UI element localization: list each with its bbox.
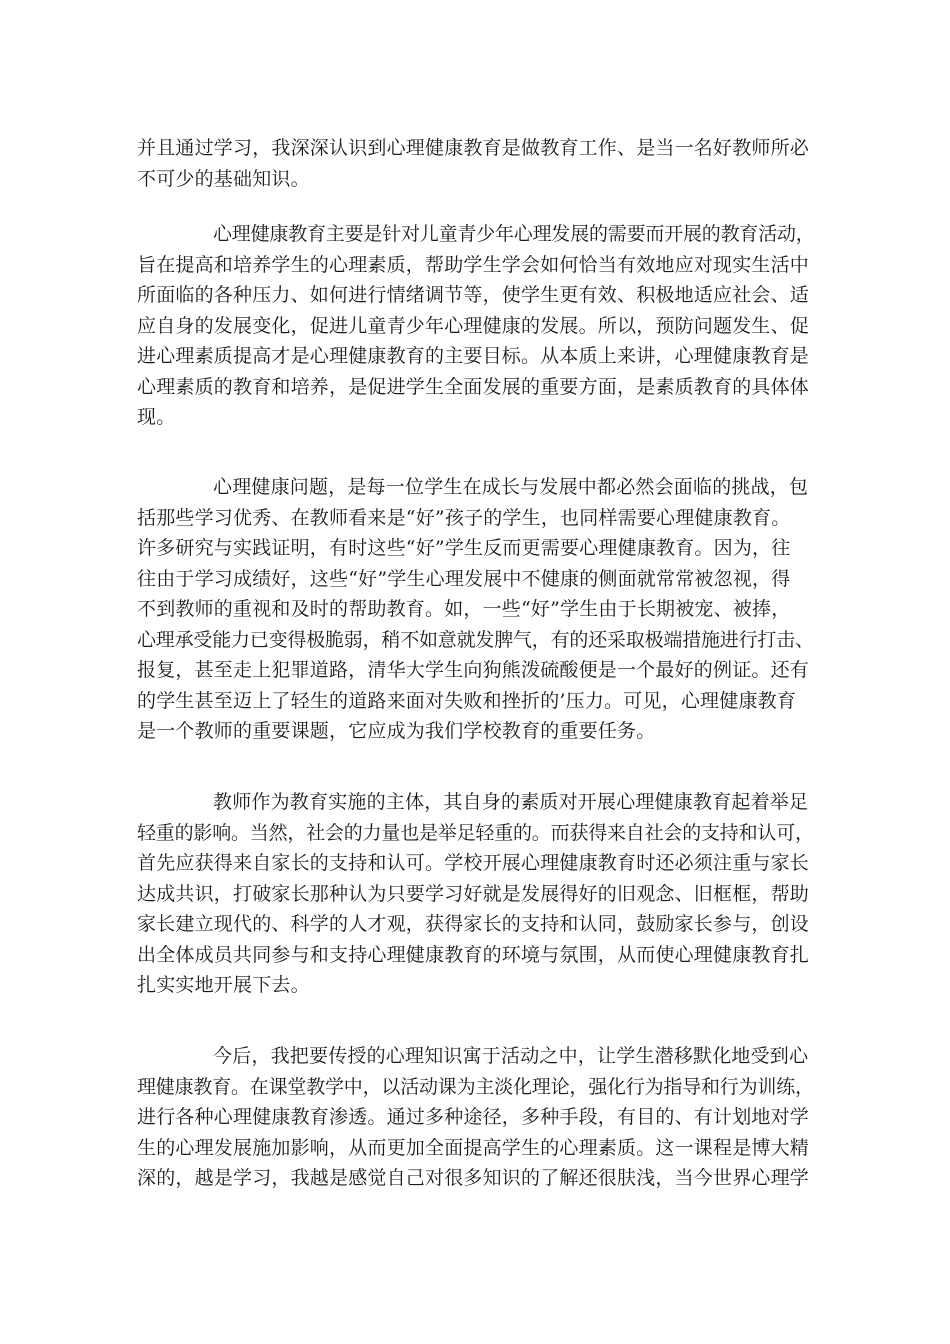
text-line: 往由于学习成绩好，这些“好”学生心理发展中不健康的侧面就常常被忽视，得 — [137, 567, 791, 590]
text-line: 扎实实地开展下去。 — [137, 974, 310, 996]
text-line: 的学生甚至迈上了轻生的道路来面对失败和挫折的’压力。可见，心理健康教育 — [137, 689, 797, 712]
paragraph-2 — [137, 219, 817, 433]
text-line: 心理健康教育主要是针对儿童青少年心理发展的需要而开展的教育活动， — [213, 223, 815, 245]
text-line: 轻重的影响。当然，社会的力量也是举足轻重的。而获得来自社会的支持和认可， — [137, 821, 814, 844]
text-line: 进行各种心理健康教育渗透。通过多种途径，多种手段，有目的、有计划地对学 — [137, 1106, 810, 1128]
text-line: 所面临的各种压力、如何进行情绪调节等，使学生更有效、积极地适应社会、适 — [137, 284, 810, 306]
text-line: 现。 — [137, 406, 176, 428]
text-line: 许多研究与实践证明，有时这些“好”学生反而更需要心理健康教育。因为，往 — [137, 537, 791, 559]
paragraph-3 — [137, 472, 817, 747]
text-line: 心理承受能力已变得极脆弱，稍不如意就发脾气，有的还采取极端措施进行打击、 — [137, 628, 814, 651]
text-line: 心理健康问题，是每一位学生在成长与发展中都必然会面临的挑战，包 — [213, 476, 809, 498]
text-line: 深的，越是学习，我越是感觉自己对很多知识的了解还很肤浅，当今世界心理学 — [137, 1167, 810, 1189]
text-line: 应自身的发展变化，促进儿童青少年心理健康的发展。所以，预防问题发生、促 — [137, 314, 810, 337]
text-line: 今后，我把要传授的心理知识寓于活动之中，让学生潜移默化地受到心 — [213, 1045, 809, 1067]
text-line: 理健康教育。在课堂教学中，以活动课为主淡化理论，强化行为指导和行为训练， — [137, 1075, 814, 1098]
text-line: 心理素质的教育和培养，是促进学生全面发展的重要方面，是素质教育的具体体 — [137, 375, 810, 398]
text-line: 生的心理发展施加影响，从而更加全面提高学生的心理素质。这一课程是博大精 — [137, 1136, 810, 1159]
text-line: 不到教师的重视和及时的帮助教育。如，一些“好”学生由于长期被宠、被捧， — [137, 598, 791, 620]
text-line: 是一个教师的重要课题，它应成为我们学校教育的重要任务。 — [137, 720, 656, 742]
text-line: 首先应获得来自家长的支持和认可。学校开展心理健康教育时还必须注重与家长 — [137, 852, 810, 874]
text-line: 家长建立现代的、科学的人才观，获得家长的支持和认同，鼓励家长参与，创设 — [137, 913, 810, 935]
paragraph-5 — [137, 1041, 817, 1194]
text-line: 达成共识，打破家长那种认为只要学习好就是发展得好的旧观念、旧框框，帮助 — [137, 882, 810, 905]
text-line: 进心理素质提高才是心理健康教育的主要目标。从本质上来讲，心理健康教育是 — [137, 345, 810, 367]
text-line: 报复，甚至走上犯罪道路，清华大学生向狗熊泼硫酸便是一个最好的例证。还有 — [137, 659, 810, 681]
text-line: 括那些学习优秀、在教师看来是“好”孩子的学生，也同样需要心理健康教育。 — [137, 506, 791, 529]
text-line: 出全体成员共同参与和支持心理健康教育的环境与氛围，从而使心理健康教育扎 — [137, 943, 810, 966]
paragraph-1 — [137, 133, 817, 194]
text-line: 并且通过学习，我深深认识到心理健康教育是做教育工作、是当一名好教师所必 — [137, 137, 810, 159]
text-line: 不可少的基础知识。 — [137, 167, 310, 190]
text-line: 旨在提高和培养学生的心理素质，帮助学生学会如何恰当有效地应对现实生活中 — [137, 253, 810, 276]
paragraph-4 — [137, 787, 817, 1001]
text-line: 教师作为教育实施的主体，其自身的素质对开展心理健康教育起着举足 — [213, 791, 809, 813]
